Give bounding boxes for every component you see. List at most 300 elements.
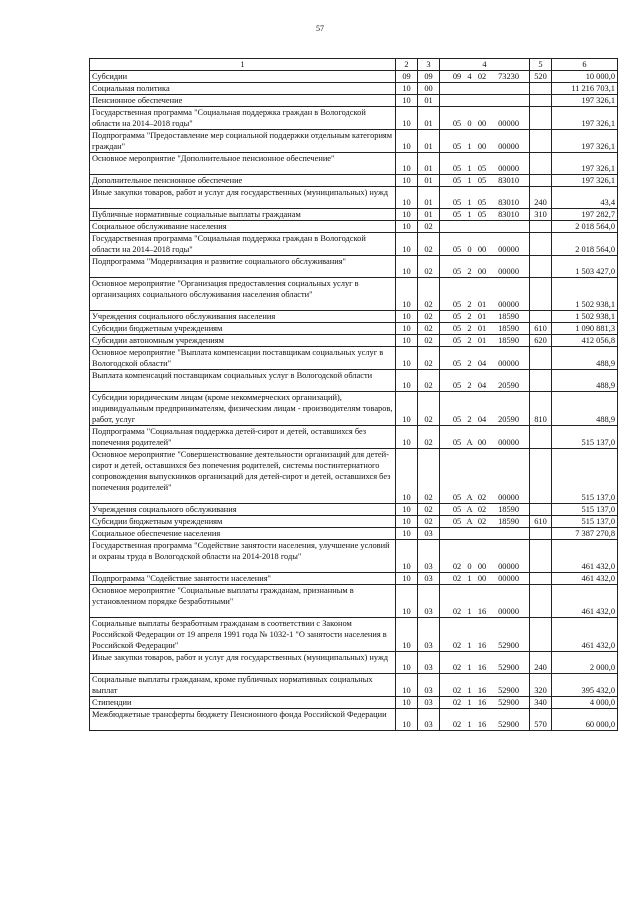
- row-subsection: 03: [418, 652, 440, 674]
- row-section: 10: [396, 540, 418, 573]
- row-amount: 515 137,0: [552, 516, 618, 528]
- target-activity: 02: [477, 72, 487, 81]
- row-subsection: 02: [418, 335, 440, 347]
- target-program: 05: [452, 164, 462, 173]
- table-row: [90, 618, 618, 652]
- target-program: 05: [452, 505, 462, 514]
- table-row: [90, 585, 618, 618]
- target-program: 05: [452, 324, 462, 333]
- row-section: 10: [396, 323, 418, 335]
- target-subprogram: 1: [467, 574, 472, 583]
- target-direction: 18590: [498, 505, 519, 514]
- row-amount: 10 000,0: [552, 71, 618, 83]
- target-program: 05: [452, 210, 462, 219]
- row-section: 10: [396, 674, 418, 697]
- table-row: [90, 674, 618, 697]
- row-target-article: [440, 652, 530, 674]
- target-direction: 00000: [498, 300, 519, 309]
- row-target-article: [440, 221, 530, 233]
- target-direction: 00000: [498, 142, 519, 151]
- target-subprogram: 2: [467, 415, 472, 424]
- row-expense-type: [530, 153, 552, 175]
- row-target-article: [440, 311, 530, 323]
- row-expense-type: 240: [530, 187, 552, 209]
- row-name: Основное мероприятие "Дополнительное пенсионное обеспечение": [90, 153, 396, 175]
- target-program: 02: [452, 686, 462, 695]
- row-expense-type: [530, 504, 552, 516]
- target-direction: 00000: [498, 493, 519, 502]
- row-section: 10: [396, 83, 418, 95]
- target-activity: 00: [477, 267, 487, 276]
- target-program: 05: [452, 198, 462, 207]
- row-subsection: 02: [418, 221, 440, 233]
- row-target-article: [440, 130, 530, 153]
- row-subsection: 03: [418, 585, 440, 618]
- table-row: [90, 187, 618, 209]
- row-section: 10: [396, 153, 418, 175]
- target-activity: 16: [477, 720, 487, 729]
- row-subsection: 03: [418, 573, 440, 585]
- table-row: [90, 95, 618, 107]
- target-direction: 00000: [498, 164, 519, 173]
- target-subprogram: 4: [467, 72, 472, 81]
- target-program: 02: [452, 663, 462, 672]
- row-expense-type: [530, 449, 552, 504]
- row-amount: 2 018 564,0: [552, 233, 618, 256]
- row-section: 10: [396, 335, 418, 347]
- row-name: Субсидии юридическим лицам (кроме некоммерческих организаций), индивидуальным предпринимателям, физическим лицам - производителям товаров, работ, услуг: [90, 392, 396, 426]
- row-amount: 1 502 938,1: [552, 311, 618, 323]
- row-amount: 197 326,1: [552, 130, 618, 153]
- target-program: 05: [452, 415, 462, 424]
- row-subsection: 00: [418, 83, 440, 95]
- row-target-article: [440, 504, 530, 516]
- table-row: [90, 347, 618, 370]
- target-direction: 18590: [498, 312, 519, 321]
- row-section: 10: [396, 585, 418, 618]
- target-activity: 05: [477, 210, 487, 219]
- target-activity: 00: [477, 245, 487, 254]
- table-row: [90, 528, 618, 540]
- row-subsection: 02: [418, 449, 440, 504]
- target-direction: 00000: [498, 574, 519, 583]
- row-expense-type: [530, 95, 552, 107]
- row-subsection: 01: [418, 187, 440, 209]
- row-name: Основное мероприятие "Выплата компенсации поставщикам социальных услуг в Вологодской области": [90, 347, 396, 370]
- header-col-4: 4: [440, 59, 530, 71]
- row-section: 10: [396, 426, 418, 449]
- row-target-article: [440, 153, 530, 175]
- row-section: 10: [396, 370, 418, 392]
- row-section: 10: [396, 697, 418, 709]
- row-expense-type: [530, 426, 552, 449]
- row-name: Подпрограмма "Социальная поддержка детей-сирот и детей, оставшихся без попечения родителей": [90, 426, 396, 449]
- row-expense-type: [530, 175, 552, 187]
- row-target-article: [440, 516, 530, 528]
- row-subsection: 01: [418, 209, 440, 221]
- table-row: [90, 697, 618, 709]
- target-subprogram: 1: [467, 686, 472, 695]
- target-direction: 52900: [498, 686, 519, 695]
- row-expense-type: [530, 221, 552, 233]
- target-direction: 83010: [498, 210, 519, 219]
- row-amount: 60 000,0: [552, 709, 618, 731]
- table-row: [90, 71, 618, 83]
- table-row: [90, 107, 618, 130]
- row-amount: 11 216 703,1: [552, 83, 618, 95]
- table-row: [90, 335, 618, 347]
- target-subprogram: 2: [467, 300, 472, 309]
- row-name: Государственная программа "Социальная поддержка граждан в Вологодской области на 2014–2018 годы": [90, 107, 396, 130]
- row-section: 10: [396, 528, 418, 540]
- target-activity: 16: [477, 607, 487, 616]
- table-row: [90, 540, 618, 573]
- row-expense-type: 340: [530, 697, 552, 709]
- target-activity: 01: [477, 312, 487, 321]
- target-activity: 05: [477, 164, 487, 173]
- target-program: 02: [452, 641, 462, 650]
- table-row: [90, 652, 618, 674]
- target-direction: 18590: [498, 517, 519, 526]
- row-target-article: [440, 449, 530, 504]
- target-subprogram: А: [466, 517, 473, 526]
- target-activity: 16: [477, 641, 487, 650]
- target-direction: 83010: [498, 198, 519, 207]
- row-expense-type: 610: [530, 516, 552, 528]
- row-name: Иные закупки товаров, работ и услуг для государственных (муниципальных) нужд: [90, 652, 396, 674]
- row-section: 10: [396, 107, 418, 130]
- row-target-article: [440, 71, 530, 83]
- row-amount: 2 018 564,0: [552, 221, 618, 233]
- row-section: 10: [396, 221, 418, 233]
- row-target-article: [440, 618, 530, 652]
- row-expense-type: [530, 233, 552, 256]
- row-expense-type: [530, 540, 552, 573]
- target-direction: 18590: [498, 336, 519, 345]
- row-section: 10: [396, 233, 418, 256]
- row-target-article: [440, 347, 530, 370]
- row-amount: 488,9: [552, 392, 618, 426]
- row-target-article: [440, 95, 530, 107]
- target-direction: 20590: [498, 381, 519, 390]
- row-target-article: [440, 256, 530, 278]
- row-name: Государственная программа "Социальная поддержка граждан в Вологодской области на 2014–2018 годы": [90, 233, 396, 256]
- target-activity: 00: [477, 119, 487, 128]
- target-direction: 73230: [498, 72, 519, 81]
- row-target-article: [440, 233, 530, 256]
- target-activity: 16: [477, 698, 487, 707]
- row-section: 10: [396, 256, 418, 278]
- row-section: 09: [396, 71, 418, 83]
- table-row: [90, 221, 618, 233]
- row-name: Государственная программа "Содействие занятости населения, улучшение условий и охраны труда в Вологодской области на 2014-2018 годы": [90, 540, 396, 573]
- row-subsection: 01: [418, 153, 440, 175]
- target-direction: 00000: [498, 607, 519, 616]
- table-header: [90, 59, 618, 71]
- target-program: 09: [452, 72, 462, 81]
- target-activity: 02: [477, 505, 487, 514]
- row-amount: 515 137,0: [552, 449, 618, 504]
- row-expense-type: 320: [530, 674, 552, 697]
- row-subsection: 01: [418, 95, 440, 107]
- row-name: Выплата компенсаций поставщикам социальных услуг в Вологодской области: [90, 370, 396, 392]
- row-section: 10: [396, 175, 418, 187]
- row-subsection: 03: [418, 697, 440, 709]
- row-name: Субсидии бюджетным учреждениям: [90, 516, 396, 528]
- table-row: [90, 130, 618, 153]
- table-row: [90, 233, 618, 256]
- target-subprogram: 0: [467, 245, 472, 254]
- row-expense-type: [530, 585, 552, 618]
- row-name: Основное мероприятие "Социальные выплаты гражданам, признанным в установленном порядке безработными": [90, 585, 396, 618]
- target-program: 02: [452, 562, 462, 571]
- row-amount: 1 090 881,3: [552, 323, 618, 335]
- row-amount: 197 326,1: [552, 175, 618, 187]
- target-subprogram: 1: [467, 210, 472, 219]
- target-subprogram: 1: [467, 607, 472, 616]
- row-section: 10: [396, 709, 418, 731]
- target-subprogram: 1: [467, 720, 472, 729]
- row-name: Дополнительное пенсионное обеспечение: [90, 175, 396, 187]
- row-name: Социальное обеспечение населения: [90, 528, 396, 540]
- row-subsection: 02: [418, 516, 440, 528]
- table-row: [90, 426, 618, 449]
- row-name: Иные закупки товаров, работ и услуг для государственных (муниципальных) нужд: [90, 187, 396, 209]
- target-direction: 00000: [498, 359, 519, 368]
- target-subprogram: 2: [467, 381, 472, 390]
- row-subsection: 02: [418, 370, 440, 392]
- table-row: [90, 449, 618, 504]
- target-subprogram: А: [466, 438, 473, 447]
- target-program: 05: [452, 381, 462, 390]
- target-program: 05: [452, 300, 462, 309]
- row-expense-type: [530, 256, 552, 278]
- row-subsection: 02: [418, 392, 440, 426]
- target-direction: 00000: [498, 267, 519, 276]
- target-activity: 05: [477, 176, 487, 185]
- table-row: [90, 504, 618, 516]
- row-section: 10: [396, 278, 418, 311]
- target-program: 05: [452, 312, 462, 321]
- target-subprogram: 1: [467, 698, 472, 707]
- row-name: Публичные нормативные социальные выплаты гражданам: [90, 209, 396, 221]
- row-target-article: [440, 709, 530, 731]
- row-name: Субсидии бюджетным учреждениям: [90, 323, 396, 335]
- row-section: 10: [396, 187, 418, 209]
- table-row: [90, 256, 618, 278]
- row-section: 10: [396, 392, 418, 426]
- row-target-article: [440, 187, 530, 209]
- target-direction: 83010: [498, 176, 519, 185]
- target-direction: 00000: [498, 119, 519, 128]
- row-subsection: 03: [418, 709, 440, 731]
- row-expense-type: [530, 618, 552, 652]
- target-subprogram: А: [466, 505, 473, 514]
- header-col-3: 3: [418, 59, 440, 71]
- row-target-article: [440, 335, 530, 347]
- row-section: 10: [396, 209, 418, 221]
- row-amount: 197 282,7: [552, 209, 618, 221]
- row-name: Межбюджетные трансферты бюджету Пенсионного фонда Российской Федерации: [90, 709, 396, 731]
- target-program: 05: [452, 517, 462, 526]
- target-direction: 18590: [498, 324, 519, 333]
- row-expense-type: 310: [530, 209, 552, 221]
- target-program: 05: [452, 142, 462, 151]
- target-activity: 02: [477, 493, 487, 502]
- row-target-article: [440, 278, 530, 311]
- row-amount: 197 326,1: [552, 153, 618, 175]
- target-program: 02: [452, 574, 462, 583]
- table-row: [90, 323, 618, 335]
- row-name: Социальные выплаты гражданам, кроме публичных нормативных социальных выплат: [90, 674, 396, 697]
- row-section: 10: [396, 516, 418, 528]
- target-activity: 01: [477, 324, 487, 333]
- target-activity: 02: [477, 517, 487, 526]
- row-section: 10: [396, 618, 418, 652]
- target-program: 05: [452, 359, 462, 368]
- row-expense-type: [530, 107, 552, 130]
- row-subsection: 01: [418, 130, 440, 153]
- target-subprogram: 2: [467, 359, 472, 368]
- target-program: 05: [452, 245, 462, 254]
- target-subprogram: 1: [467, 142, 472, 151]
- target-subprogram: 2: [467, 312, 472, 321]
- table-row: [90, 311, 618, 323]
- target-activity: 16: [477, 686, 487, 695]
- row-expense-type: 240: [530, 652, 552, 674]
- row-amount: 395 432,0: [552, 674, 618, 697]
- row-target-article: [440, 697, 530, 709]
- target-program: 02: [452, 607, 462, 616]
- row-section: 10: [396, 573, 418, 585]
- row-name: Учреждения социального обслуживания населения: [90, 311, 396, 323]
- target-subprogram: 1: [467, 164, 472, 173]
- row-subsection: 01: [418, 107, 440, 130]
- row-amount: 197 326,1: [552, 95, 618, 107]
- row-target-article: [440, 175, 530, 187]
- target-subprogram: 2: [467, 324, 472, 333]
- target-direction: 52900: [498, 663, 519, 672]
- table-row: [90, 573, 618, 585]
- row-subsection: 02: [418, 347, 440, 370]
- target-program: 05: [452, 267, 462, 276]
- table-row: [90, 709, 618, 731]
- row-section: 10: [396, 449, 418, 504]
- row-subsection: 03: [418, 528, 440, 540]
- target-activity: 05: [477, 198, 487, 207]
- row-subsection: 02: [418, 323, 440, 335]
- target-direction: 20590: [498, 415, 519, 424]
- target-program: 02: [452, 698, 462, 707]
- target-program: 02: [452, 720, 462, 729]
- target-activity: 00: [477, 574, 487, 583]
- row-target-article: [440, 392, 530, 426]
- row-expense-type: 570: [530, 709, 552, 731]
- row-target-article: [440, 426, 530, 449]
- row-target-article: [440, 528, 530, 540]
- target-direction: 52900: [498, 641, 519, 650]
- row-name: Учреждения социального обслуживания: [90, 504, 396, 516]
- row-target-article: [440, 107, 530, 130]
- target-activity: 04: [477, 381, 487, 390]
- table-row: [90, 516, 618, 528]
- row-target-article: [440, 209, 530, 221]
- row-amount: 515 137,0: [552, 504, 618, 516]
- row-amount: 1 503 427,0: [552, 256, 618, 278]
- row-subsection: 02: [418, 233, 440, 256]
- row-name: Социальные выплаты безработным гражданам в соответствии с Законом Российской Федерации от 19 апреля 1991 года № 1032-1 "О занятости населения в Российской Федерации": [90, 618, 396, 652]
- row-expense-type: 810: [530, 392, 552, 426]
- row-amount: 461 432,0: [552, 618, 618, 652]
- row-name: Подпрограмма "Предоставление мер социальной поддержки отдельным категориям граждан": [90, 130, 396, 153]
- page-number: 57: [316, 24, 324, 33]
- table-body: [90, 71, 618, 731]
- row-subsection: 02: [418, 311, 440, 323]
- row-name: Стипендии: [90, 697, 396, 709]
- row-amount: 43,4: [552, 187, 618, 209]
- table-row: [90, 153, 618, 175]
- row-section: 10: [396, 504, 418, 516]
- row-target-article: [440, 585, 530, 618]
- target-subprogram: 2: [467, 336, 472, 345]
- row-section: 10: [396, 347, 418, 370]
- row-expense-type: [530, 278, 552, 311]
- target-subprogram: 1: [467, 176, 472, 185]
- row-expense-type: [530, 311, 552, 323]
- row-amount: 515 137,0: [552, 426, 618, 449]
- target-subprogram: 1: [467, 663, 472, 672]
- target-subprogram: 1: [467, 641, 472, 650]
- table-row: [90, 370, 618, 392]
- row-subsection: 09: [418, 71, 440, 83]
- table-row: [90, 278, 618, 311]
- target-activity: 01: [477, 300, 487, 309]
- header-col-5: 5: [530, 59, 552, 71]
- target-program: 05: [452, 493, 462, 502]
- row-amount: 4 000,0: [552, 697, 618, 709]
- row-subsection: 02: [418, 426, 440, 449]
- row-name: Субсидии автономным учреждениям: [90, 335, 396, 347]
- row-subsection: 02: [418, 278, 440, 311]
- row-name: Подпрограмма "Модернизация и развитие социального обслуживания": [90, 256, 396, 278]
- row-amount: 461 432,0: [552, 585, 618, 618]
- row-amount: 488,9: [552, 370, 618, 392]
- table-row: [90, 392, 618, 426]
- row-amount: 488,9: [552, 347, 618, 370]
- row-target-article: [440, 573, 530, 585]
- row-amount: 461 432,0: [552, 573, 618, 585]
- row-name: Пенсионное обеспечение: [90, 95, 396, 107]
- target-subprogram: 0: [467, 119, 472, 128]
- row-expense-type: [530, 347, 552, 370]
- row-subsection: 01: [418, 175, 440, 187]
- row-name: Подпрограмма "Содействие занятости населения": [90, 573, 396, 585]
- header-col-6: 6: [552, 59, 618, 71]
- target-activity: 04: [477, 415, 487, 424]
- header-col-2: 2: [396, 59, 418, 71]
- row-section: 10: [396, 130, 418, 153]
- row-subsection: 03: [418, 618, 440, 652]
- target-subprogram: 0: [467, 562, 472, 571]
- row-subsection: 02: [418, 256, 440, 278]
- row-expense-type: 610: [530, 323, 552, 335]
- table-row: [90, 209, 618, 221]
- target-activity: 16: [477, 663, 487, 672]
- row-name: Социальная политика: [90, 83, 396, 95]
- row-expense-type: [530, 83, 552, 95]
- row-expense-type: [530, 528, 552, 540]
- row-subsection: 03: [418, 674, 440, 697]
